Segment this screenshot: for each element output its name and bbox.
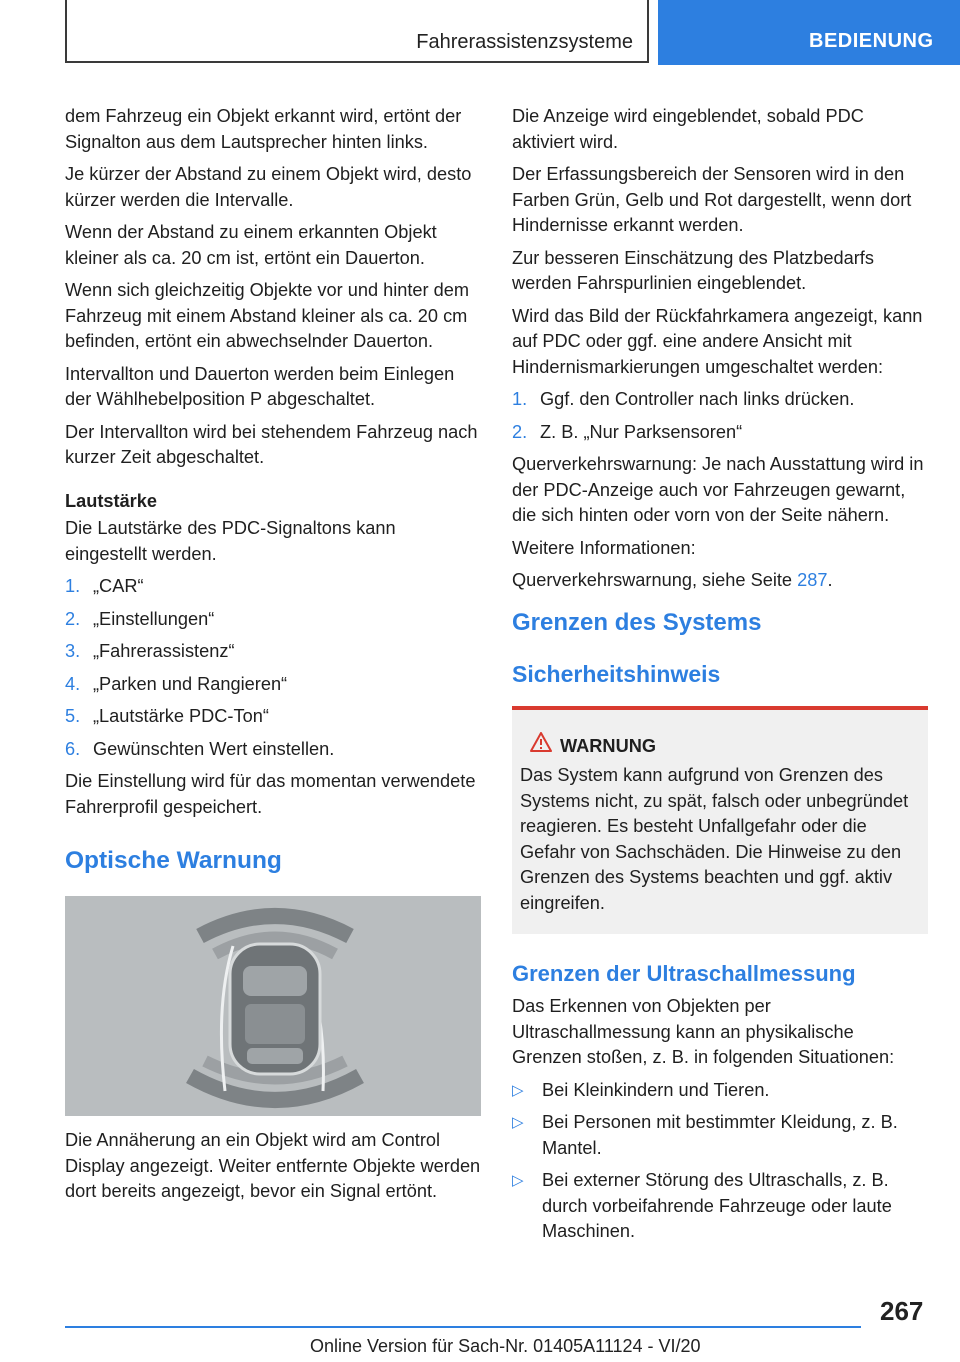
step-text: „Parken und Rangieren“ — [93, 673, 288, 694]
footer-divider — [65, 1326, 861, 1328]
paragraph: Wenn sich gleichzeitig Objekte vor und hinter dem Fahrzeug mit einem Abstand kleiner als ca. 20 cm befinden, ertönt ein abwechselnder Dauerton. — [65, 280, 470, 351]
list-item — [65, 607, 481, 633]
step-number: 2. — [65, 608, 81, 629]
right-column — [512, 104, 928, 1252]
left-column — [65, 104, 481, 1212]
safety-heading: Sicherheitshinweis — [512, 660, 721, 687]
header-section-title: Fahrerassistenzsysteme — [416, 31, 633, 53]
list-item — [512, 420, 928, 446]
warning-text: Das System kann aufgrund von Grenzen des Systems nicht, zu spät, falsch oder unbegründet reagieren. Es besteht Unfallgefahr oder die Gefahr von Sachschäden. Die Hinweise zu den Grenzen des Systems beachten und ggf. aktiv eingreifen. — [520, 765, 909, 913]
paragraph: Der Intervallton wird bei stehendem Fahrzeug nach kurzer Zeit abgeschaltet. — [65, 421, 478, 467]
paragraph: dem Fahrzeug ein Objekt erkannt wird, ertönt der Signalton aus dem Lautsprecher hinten links. — [65, 106, 462, 152]
list-item — [65, 639, 481, 665]
pdc-display-illustration — [65, 896, 481, 1116]
paragraph: Intervallton und Dauerton werden beim Einlegen der Wählhebelposition P abgeschaltet. — [65, 363, 455, 409]
optical-warning-heading: Optische Warnung — [65, 847, 282, 874]
header-chapter-title: BEDIENUNG — [809, 30, 934, 52]
paragraph: Die Lautstärke des PDC-Signaltons kann eingestellt werden. — [65, 518, 396, 564]
step-number: 4. — [65, 673, 81, 694]
step-text: „Lautstärke PDC-Ton“ — [93, 706, 269, 726]
step-number: 1. — [65, 576, 81, 596]
bullet-triangle-icon: ▷ — [512, 1114, 524, 1131]
parking-sensor-graphic — [65, 896, 481, 1116]
list-item — [65, 672, 481, 698]
list-item — [512, 387, 928, 413]
list-item — [512, 1078, 928, 1104]
step-text: „CAR“ — [93, 576, 144, 596]
volume-heading: Lautstärke — [65, 490, 157, 511]
step-text: Gewünschten Wert einstellen. — [93, 738, 335, 759]
bullet-text: Bei Kleinkindern und Tieren. — [542, 1079, 770, 1100]
list-item — [512, 1110, 928, 1161]
step-text: Ggf. den Controller nach links drücken. — [540, 389, 855, 409]
step-text: Z. B. „Nur Parksensoren“ — [540, 421, 743, 442]
paragraph: Wird das Bild der Rückfahrkamera angezeigt, kann auf PDC oder ggf. eine andere Ansicht mit Hindernismarkierungen umgeschaltet werden: — [512, 305, 923, 377]
step-number: 1. — [512, 389, 528, 409]
bullet-triangle-icon: ▷ — [512, 1172, 524, 1189]
cross-ref-prefix: Querverkehrswarnung, siehe Seite — [512, 570, 798, 590]
warning-box — [512, 706, 928, 935]
header-section-box — [65, 0, 649, 63]
paragraph: Zur besseren Einschätzung des Platzbedarfs werden Fahrspurlinien eingeblendet. — [512, 247, 874, 293]
paragraph: Je kürzer der Abstand zu einem Objekt wird, desto kürzer werden die Intervalle. — [65, 164, 472, 210]
step-text: „Fahrerassistenz“ — [93, 641, 235, 661]
paragraph: Das Erkennen von Objekten per Ultraschallmessung kann an physikalische Grenzen stoßen, z. B. in folgenden Situationen: — [512, 996, 895, 1067]
list-item — [65, 737, 481, 763]
bullet-triangle-icon: ▷ — [512, 1081, 524, 1099]
step-number: 5. — [65, 706, 81, 726]
system-limits-heading: Grenzen des Systems — [512, 608, 762, 636]
list-item — [65, 574, 481, 600]
bullet-text: Bei Personen mit bestimmter Kleidung, z. B. Mantel. — [542, 1112, 898, 1158]
list-item — [65, 704, 481, 730]
step-number: 6. — [65, 738, 81, 759]
paragraph: Die Einstellung wird für das momentan verwendete Fahrerprofil gespeichert. — [65, 771, 476, 817]
paragraph: Weitere Informationen: — [512, 537, 696, 558]
bullet-text: Bei externer Störung des Ultraschalls, z. B. durch vorbeifahrende Fahrzeuge oder laute Maschinen. — [542, 1170, 892, 1241]
warning-triangle-icon — [530, 732, 552, 760]
step-number: 3. — [65, 641, 81, 661]
step-number: 2. — [512, 421, 528, 442]
list-item — [512, 1168, 928, 1245]
cross-ref-suffix: . — [827, 570, 833, 590]
header-chapter-tab — [658, 0, 960, 65]
situations-list — [512, 1078, 928, 1245]
online-version-note: Online Version für Sach-Nr. 01405A11124 - VI/20 — [310, 1336, 701, 1356]
figure-caption: Die Annäherung an ein Objekt wird am Control Display angezeigt. Weiter entfernte Objekte werden dort bereits angezeigt, bevor ein Signal ertönt. — [65, 1130, 481, 1201]
paragraph: Der Erfassungsbereich der Sensoren wird in den Farben Grün, Gelb und Rot dargestellt, wenn dort Hindernisse erkannt werden. — [512, 164, 912, 235]
ultrasonic-limits-heading: Grenzen der Ultraschallmessung — [512, 961, 856, 986]
page-number: 267 — [880, 1296, 924, 1326]
view-steps-list — [512, 387, 928, 445]
step-text: „Einstellungen“ — [93, 608, 215, 629]
paragraph: Wenn der Abstand zu einem erkannten Objekt kleiner als ca. 20 cm ist, ertönt ein Dauerton. — [65, 222, 437, 268]
warning-title: WARNUNG — [560, 735, 656, 756]
page-link[interactable]: 287 — [797, 570, 828, 590]
paragraph: Querverkehrswarnung: Je nach Ausstattung wird in der PDC-Anzeige auch vor Fahrzeugen gewarnt, die sich hinten oder vorn von der Seite nähern. — [512, 454, 924, 525]
volume-steps-list — [65, 574, 481, 762]
paragraph — [512, 568, 928, 594]
paragraph: Die Anzeige wird eingeblendet, sobald PDC aktiviert wird. — [512, 106, 864, 152]
